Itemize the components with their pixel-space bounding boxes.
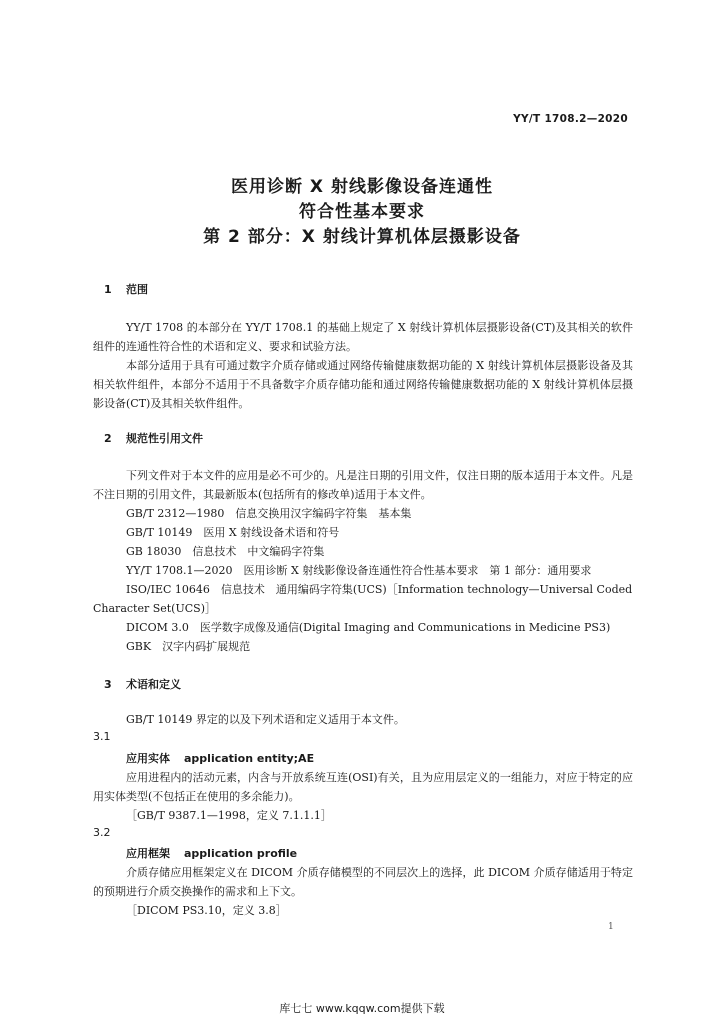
section3-intro: GB/T 10149 界定的以及下列术语和定义适用于本文件。: [126, 713, 405, 726]
section2-heading: [104, 430, 203, 446]
page-number: 1: [608, 922, 614, 932]
reference-item-iso-cont: Character Set(UCS)］: [93, 602, 216, 615]
footer-download-note: 库七七 www.kqqw.com提供下载: [279, 1002, 445, 1015]
section1-paragraph1: YY/T 1708 的本部分在 YY/T 1708.1 的基础上规定了 X 射线计算机体层摄影设备(CT)及其相关的软件组件的连通性符合性的术语和定义、要求和试验方法。: [93, 321, 633, 353]
reference-item-iso: ISO/IEC 10646 信息技术 通用编码字符集(UCS)［Information technology—Universal Coded: [126, 583, 633, 596]
term-zh: 应用实体: [126, 752, 170, 765]
section1-title: 范围: [126, 283, 148, 296]
term-definition: 介质存储应用框架定义在 DICOM 介质存储模型的不同层次上的选择，此 DICOM 介质存储适用于特定的预期进行介质交换操作的需求和上下文。: [93, 866, 633, 898]
doc-title-line2: 符合性基本要求: [299, 202, 425, 222]
term-source: ［GB/T 9387.1—1998，定义 7.1.1.1］: [126, 809, 332, 822]
reference-item: GB 18030 信息技术 中文编码字符集: [126, 545, 325, 558]
section1-number: 1: [104, 283, 112, 296]
term-en: application profile: [184, 847, 298, 860]
term-zh: 应用框架: [126, 847, 170, 860]
term-definition: 应用进程内的活动元素，内含与开放系统互连(OSI)有关，且为应用层定义的一组能力，对应于特定的应用实体类型(不包括正在使用的多余能力)。: [93, 771, 633, 803]
section2-intro: 下列文件对于本文件的应用是必不可少的。凡是注日期的引用文件，仅注日期的版本适用于本文件。凡是不注日期的引用文件，其最新版本(包括所有的修改单)适用于本文件。: [93, 469, 633, 501]
section2-title: 规范性引用文件: [126, 432, 203, 445]
doc-title-line3: 第 2 部分：X 射线计算机体层摄影设备: [203, 227, 521, 247]
reference-item: YY/T 1708.1—2020 医用诊断 X 射线影像设备连通性符合性基本要求 第 1 部分：通用要求: [126, 564, 592, 577]
term-heading: [126, 750, 314, 766]
section1-heading: [104, 281, 148, 297]
term-number: 3.2: [93, 826, 111, 839]
term-heading: [126, 845, 297, 861]
term-source: ［DICOM PS3.10，定义 3.8］: [126, 904, 287, 917]
reference-item: GB/T 10149 医用 X 射线设备术语和符号: [126, 526, 340, 539]
section2-number: 2: [104, 432, 112, 445]
standard-number: YY/T 1708.2—2020: [513, 113, 628, 125]
term-en: application entity;AE: [184, 752, 315, 765]
reference-item: GB/T 2312—1980 信息交换用汉字编码字符集 基本集: [126, 507, 412, 520]
section3-number: 3: [104, 678, 112, 691]
doc-title-line1: 医用诊断 X 射线影像设备连通性: [231, 177, 493, 197]
section1-paragraph2: 本部分适用于具有可通过数字介质存储或通过网络传输健康数据功能的 X 射线计算机体层摄影设备及其相关软件组件，本部分不适用于不具备数字介质存储功能和通过网络传输健康数据功能的 X 射线计算机体层摄影设备(CT)及其相关软件组件。: [93, 359, 633, 410]
reference-item: GBK 汉字内码扩展规范: [126, 640, 251, 653]
section3-heading: [104, 676, 181, 692]
section3-title: 术语和定义: [126, 678, 181, 691]
reference-item: DICOM 3.0 医学数字成像及通信(Digital Imaging and Communications in Medicine PS3): [126, 621, 611, 634]
term-number: 3.1: [93, 730, 111, 743]
